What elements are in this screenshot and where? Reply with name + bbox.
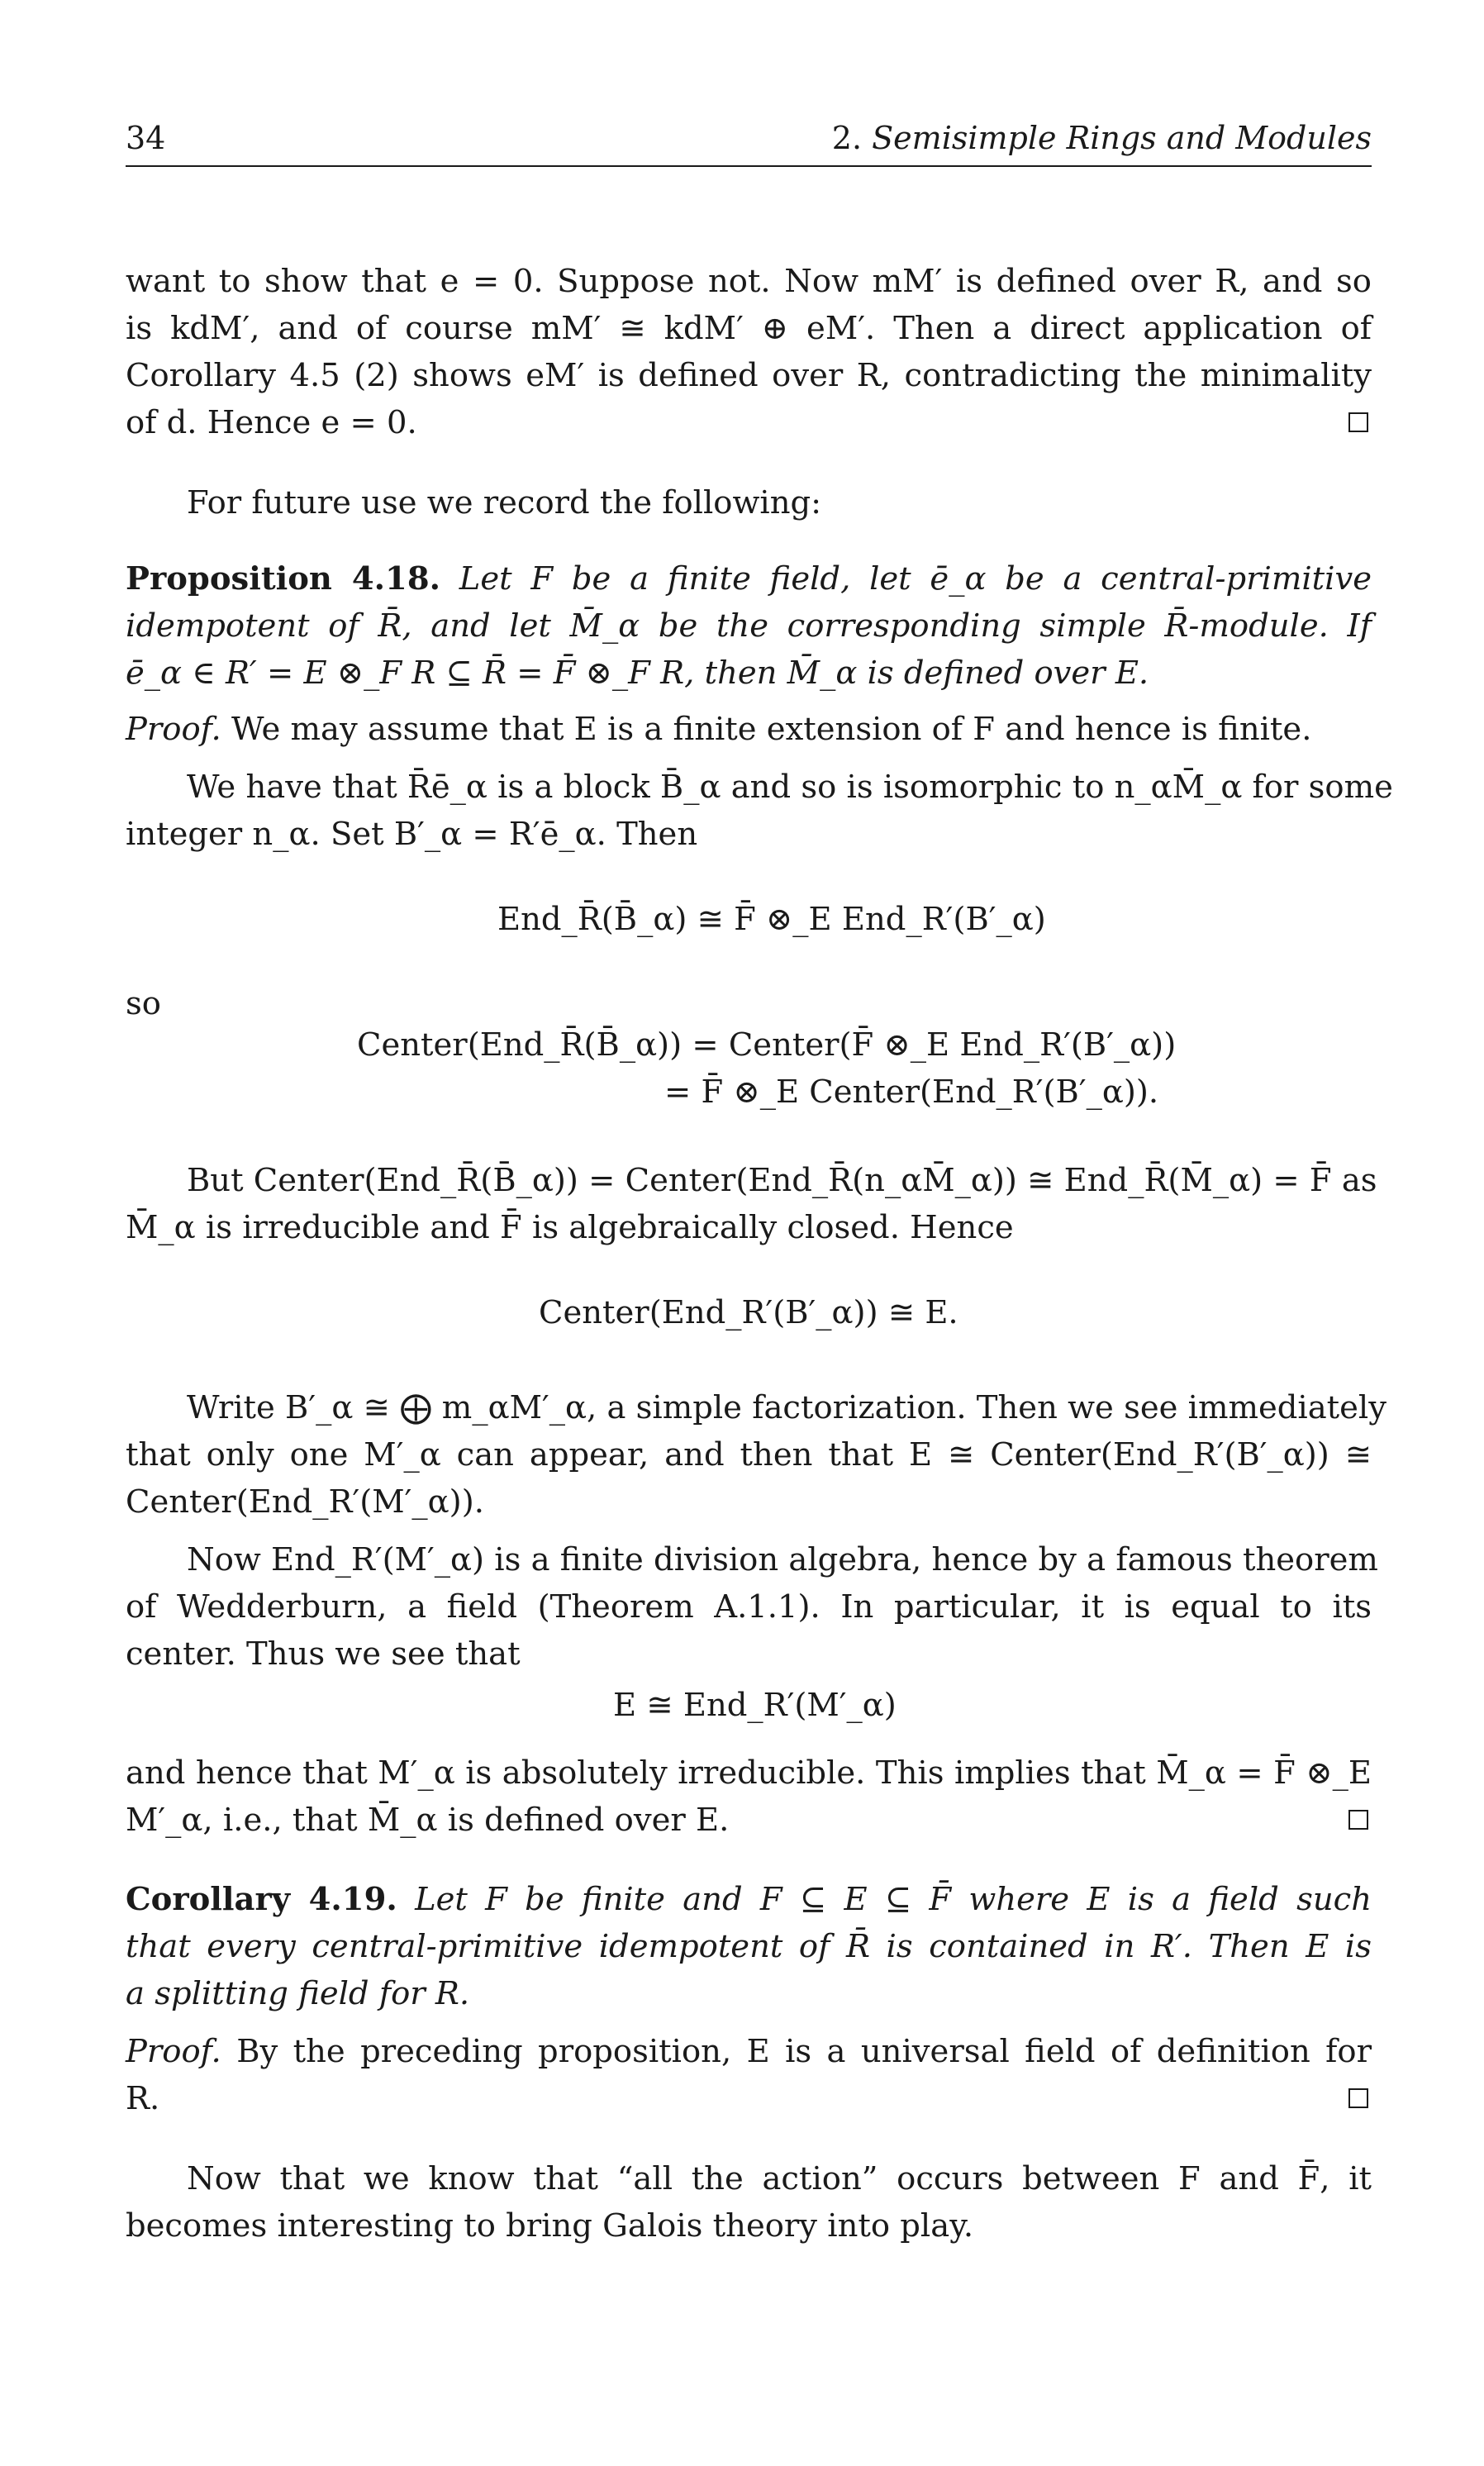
text-line: Corollary 4.5 (2) shows eM′ is defined over R, contradicting the minimality [126, 357, 1372, 394]
proposition-text: Let F be a finite field, let ē_α be a central-primitive [459, 560, 1372, 597]
display-equation: End_R̄(B̄_α) ≅ F̄ ⊗_E End_R′(B′_α) [497, 901, 1046, 938]
corollary-label: Corollary 4.19. [126, 1881, 397, 1918]
proof-label: Proof. [126, 711, 221, 748]
proof-line [126, 2028, 1372, 2075]
text-line: center. Thus we see that [126, 1635, 521, 1673]
proof-label: Proof. [126, 2033, 221, 2070]
proof-line [126, 706, 1372, 753]
corollary-line: that every central-primitive idempotent of R̄ is contained in R′. Then E is [126, 1928, 1372, 1965]
proposition-line: ē_α ∈ R′ = E ⊗_F R ⊆ R̄ = F̄ ⊗_F R, then M̄_α is defined over E. [126, 655, 1149, 692]
text-line: Center(End_R′(M′_α)). [126, 1483, 484, 1521]
text-line: For future use we record the following: [187, 484, 822, 521]
text-line: Now End_R′(M′_α) is a finite division algebra, hence by a famous theorem [187, 1541, 1378, 1578]
corollary-text: Let F be finite and F ⊆ E ⊆ F̄ where E is a field such [415, 1881, 1372, 1918]
proposition-line [126, 555, 1372, 602]
text-line: M′_α, i.e., that M̄_α is defined over E. [126, 1802, 730, 1839]
chapter-number: 2. [831, 120, 863, 156]
display-equation: Center(End_R′(B′_α)) ≅ E. [539, 1294, 958, 1331]
text-line: M̄_α is irreducible and F̄ is algebraically closed. Hence [126, 1209, 1014, 1246]
text-line: that only one M′_α can appear, and then that E ≅ Center(End_R′(B′_α)) ≅ [126, 1436, 1372, 1473]
text-line: becomes interesting to bring Galois theory into play. [126, 2207, 974, 2245]
proof-text: By the preceding proposition, E is a universal field of definition for [236, 2033, 1372, 2070]
text-line: and hence that M′_α is absolutely irreducible. This implies that M̄_α = F̄ ⊗_E [126, 1754, 1372, 1792]
display-equation: = F̄ ⊗_E Center(End_R′(B′_α)). [664, 1074, 1159, 1111]
proof-text: We may assume that E is a finite extension of F and hence is finite. [231, 711, 1312, 748]
qed-symbol [1348, 412, 1368, 432]
proposition-line: idempotent of R̄, and let M̄_α be the corresponding simple R̄-module. If [126, 607, 1372, 645]
proof-line: R. [126, 2080, 160, 2117]
text-line: of Wedderburn, a field (Theorem A.1.1). In particular, it is equal to its [126, 1588, 1372, 1626]
text-line: Now that we know that “all the action” occurs between F and F̄, it [187, 2160, 1372, 2197]
display-equation: Center(End_R̄(B̄_α)) = Center(F̄ ⊗_E End_R′(B′_α)) [357, 1026, 1177, 1064]
proposition-label: Proposition 4.18. [126, 560, 441, 597]
qed-symbol [1348, 1810, 1368, 1830]
page-number: 34 [126, 120, 166, 156]
text-line: want to show that e = 0. Suppose not. Now mM′ is defined over R, and so [126, 263, 1372, 300]
corollary-line: a splitting field for R. [126, 1975, 470, 2012]
text-line: so [126, 985, 161, 1022]
qed-symbol [1348, 2088, 1368, 2108]
text-line: of d. Hence e = 0. [126, 404, 417, 441]
book-page [126, 0, 1393, 2466]
corollary-line [126, 1876, 1372, 1923]
text-line: Write B′_α ≅ ⨁ m_αM′_α, a simple factorization. Then we see immediately [187, 1389, 1386, 1426]
chapter-heading [832, 117, 1372, 159]
display-equation: E ≅ End_R′(M′_α) [613, 1687, 897, 1724]
text-line: integer n_α. Set B′_α = R′ē_α. Then [126, 816, 698, 853]
text-line: But Center(End_R̄(B̄_α)) = Center(End_R̄(n_αM̄_α)) ≅ End_R̄(M̄_α) = F̄ as [187, 1162, 1377, 1199]
running-header [126, 117, 1372, 167]
text-line: We have that R̄ē_α is a block B̄_α and so is isomorphic to n_αM̄_α for some [187, 769, 1393, 806]
chapter-title: Semisimple Rings and Modules [872, 120, 1372, 156]
text-line: is kdM′, and of course mM′ ≅ kdM′ ⊕ eM′. Then a direct application of [126, 310, 1372, 347]
